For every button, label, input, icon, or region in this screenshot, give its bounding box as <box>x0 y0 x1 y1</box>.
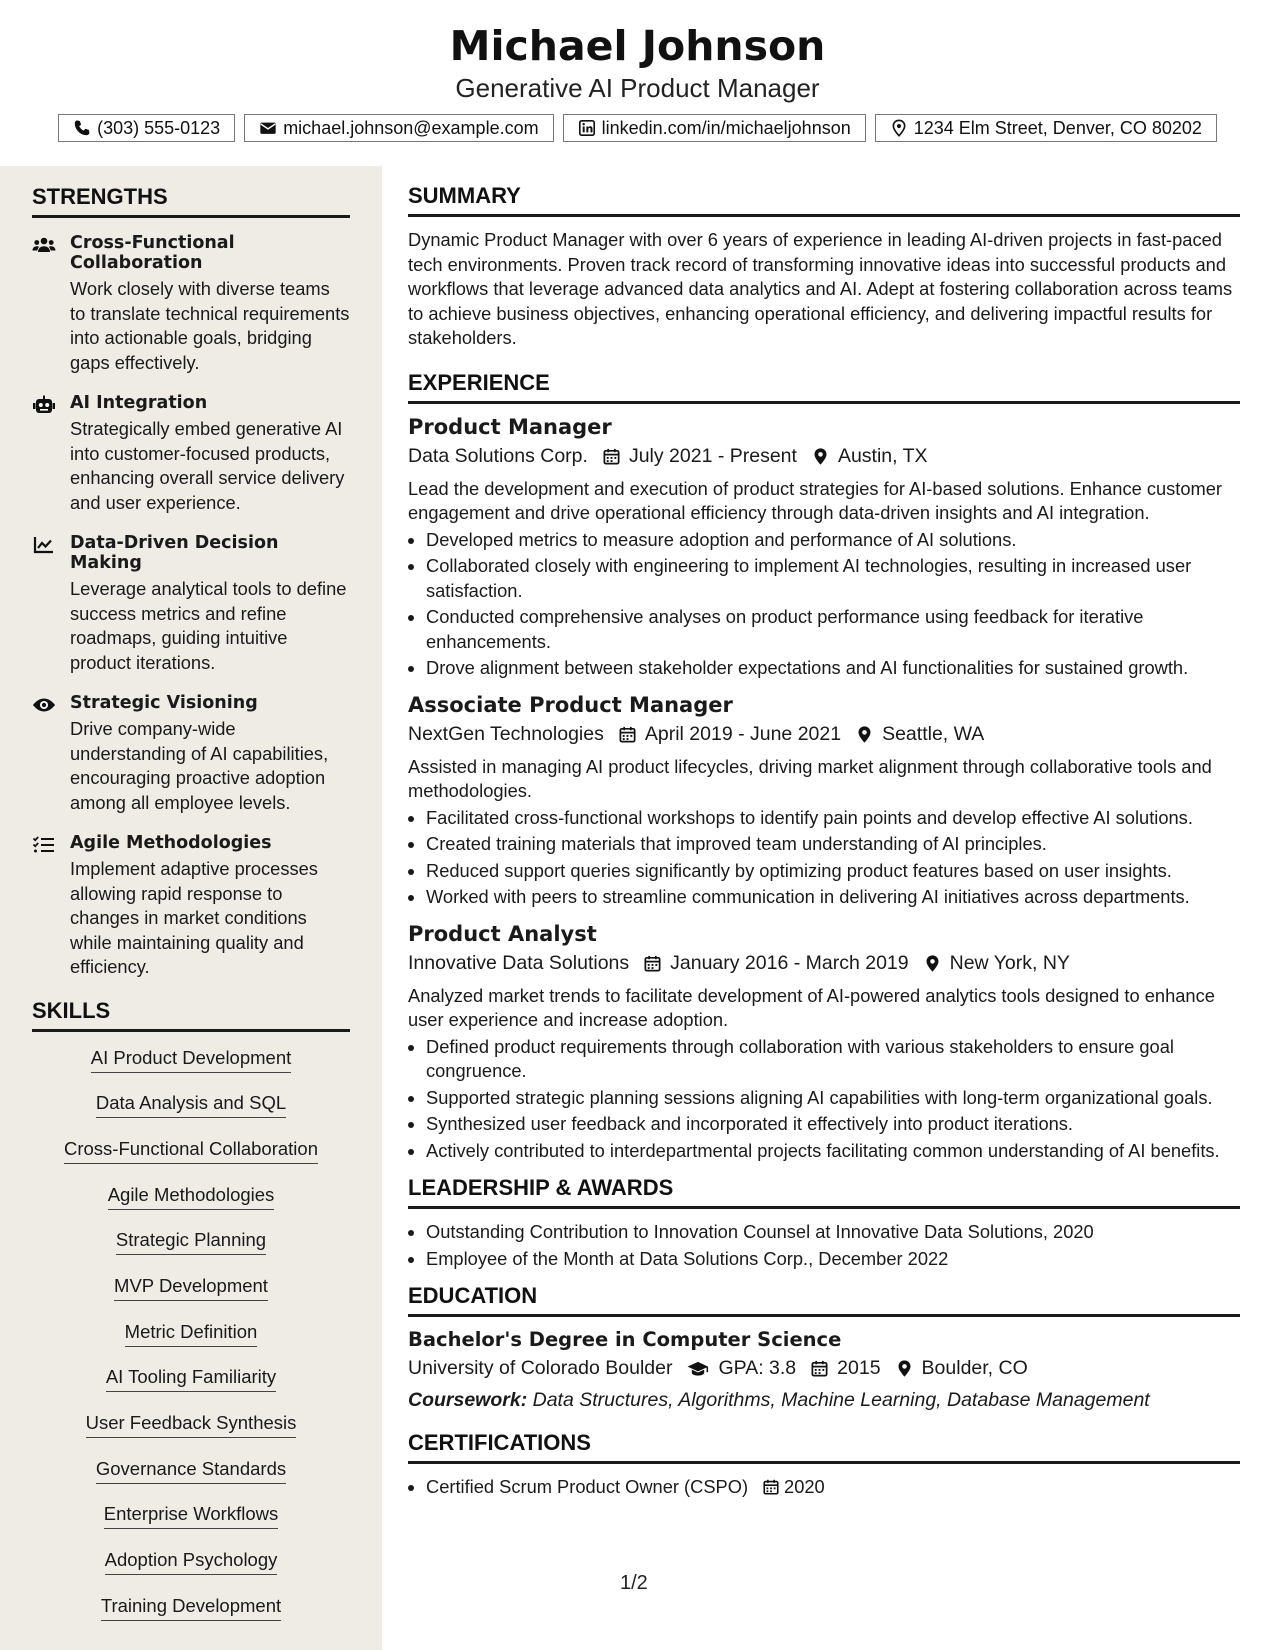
job-bullets <box>408 1035 1240 1164</box>
school-location: Boulder, CO <box>921 1357 1028 1379</box>
job-bullet: • Supported strategic planning sessions aligning AI capabilities with long-term organizational goals. <box>426 1086 1240 1111</box>
job-bullet: • Reduced support queries significantly by optimizing product features based on user insights. <box>426 859 1240 884</box>
coursework-line <box>408 1389 1240 1412</box>
job-entry <box>408 922 1240 1164</box>
strength-item <box>32 233 350 375</box>
awards-list <box>408 1220 1240 1271</box>
map-pin-icon <box>855 725 874 744</box>
graduation-year: 2015 <box>837 1357 881 1379</box>
page-number: 1/2 <box>620 1572 648 1594</box>
awards-heading: LEADERSHIP & AWARDS <box>408 1175 1240 1209</box>
certification-year: 2020 <box>784 1476 825 1497</box>
education-meta <box>408 1357 1240 1380</box>
job-company: NextGen Technologies <box>408 722 604 745</box>
map-pin-icon <box>923 954 942 973</box>
skill-tag: Data Analysis and SQL <box>96 1092 286 1118</box>
school-name: University of Colorado Boulder <box>408 1357 673 1379</box>
skills-list <box>32 1047 350 1621</box>
strength-desc: Strategically embed generative AI into customer-focused products, enhancing overall service delivery and user experience. <box>70 418 345 513</box>
experience-heading: EXPERIENCE <box>408 370 1240 404</box>
award-item: • Outstanding Contribution to Innovation Counsel at Innovative Data Solutions, 2020 <box>426 1220 1240 1245</box>
certifications-heading: CERTIFICATIONS <box>408 1430 1240 1464</box>
job-bullet: • Actively contributed to interdepartmental projects facilitating common understanding of AI benefits. <box>426 1139 1240 1164</box>
address-text: 1234 Elm Street, Denver, CO 80202 <box>913 117 1202 138</box>
phone-icon <box>73 119 91 137</box>
main-column <box>408 183 1240 1512</box>
job-bullet: • Facilitated cross-functional workshops to identify pain points and develop effective AI solutions. <box>426 806 1240 831</box>
skill-tag: Strategic Planning <box>116 1229 266 1255</box>
map-pin-icon <box>890 119 908 137</box>
job-company: Data Solutions Corp. <box>408 444 588 467</box>
job-desc: Lead the development and execution of product strategies for AI-based solutions. Enhance customer engagement and drive operational efficiency through data-driven insights and AI integration. <box>408 477 1223 523</box>
job-desc: Analyzed market trends to facilitate development of AI-powered analytics tools designed to enhance user experience and increase adoption. <box>408 984 1215 1030</box>
strength-title: Strategic Visioning <box>70 693 258 713</box>
job-meta <box>408 723 1240 746</box>
gpa-text: GPA: 3.8 <box>718 1357 797 1379</box>
resume-header <box>0 0 1275 166</box>
certification-name: • Certified Scrum Product Owner (CSPO) <box>426 1476 749 1497</box>
strength-desc: Work closely with diverse teams to translate technical requirements into actionable goals, bridging gaps effectively. <box>70 278 350 373</box>
skill-tag: AI Product Development <box>91 1047 292 1073</box>
job-title: Product Analyst <box>408 921 597 946</box>
map-pin-icon <box>895 1359 914 1378</box>
coursework-label: Coursework: <box>408 1389 528 1411</box>
chart-line-icon <box>32 535 56 555</box>
skill-tag: Training Development <box>101 1595 281 1621</box>
strength-item <box>32 693 350 815</box>
job-bullet: • Defined product requirements through collaboration with various stakeholders to ensure goal congruence. <box>426 1035 1240 1084</box>
skill-tag: Governance Standards <box>96 1458 286 1484</box>
job-location: Seattle, WA <box>882 722 985 745</box>
calendar-icon <box>602 447 621 466</box>
robot-icon <box>32 395 56 415</box>
strengths-heading: STRENGTHS <box>32 184 350 218</box>
job-entry <box>408 415 1240 681</box>
skill-tag: AI Tooling Familiarity <box>106 1366 276 1392</box>
job-bullet: • Developed metrics to measure adoption and performance of AI solutions. <box>426 528 1240 553</box>
skill-tag: Metric Definition <box>125 1321 258 1347</box>
job-location: Austin, TX <box>837 444 928 467</box>
education-heading: EDUCATION <box>408 1283 1240 1317</box>
summary-text: Dynamic Product Manager with over 6 years of experience in leading AI-driven projects in fast-paced tech environments. Proven track record of transforming innovative ideas into successful products and workflows that leverage advanced data analytics and AI. Adept at fostering collaboration across teams to achieve business objectives, enhancing operational efficiency, and delivering impactful results for stakeholders. <box>408 229 1233 348</box>
skill-tag: User Feedback Synthesis <box>86 1412 297 1438</box>
strength-title: Agile Methodologies <box>70 833 272 853</box>
strength-item <box>32 833 350 980</box>
certification-item <box>426 1475 1240 1500</box>
contact-phone[interactable] <box>58 114 235 142</box>
calendar-icon <box>810 1359 829 1378</box>
envelope-icon <box>259 119 277 137</box>
graduation-cap-icon <box>686 1359 710 1378</box>
job-location: New York, NY <box>949 951 1070 974</box>
job-bullet: • Synthesized user feedback and incorporated it effectively into product iterations. <box>426 1112 1240 1137</box>
job-bullets <box>408 528 1240 681</box>
contact-address[interactable] <box>875 114 1217 142</box>
email-text: michael.johnson@example.com <box>283 117 539 138</box>
skill-tag: MVP Development <box>114 1275 268 1301</box>
strength-desc: Leverage analytical tools to define success metrics and refine roadmaps, guiding intuitive product iterations. <box>70 578 347 673</box>
candidate-title: Generative AI Product Manager <box>455 73 820 103</box>
strength-title: AI Integration <box>70 393 208 413</box>
strength-desc: Implement adaptive processes allowing rapid response to changes in market conditions while maintaining quality and efficiency. <box>70 858 318 977</box>
contact-email[interactable] <box>244 114 553 142</box>
job-bullet: • Created training materials that improved team understanding of AI principles. <box>426 832 1240 857</box>
contact-bar <box>0 114 1275 142</box>
job-desc: Assisted in managing AI product lifecycles, driving market alignment through collaborative tools and methodologies. <box>408 755 1212 801</box>
job-bullet: • Collaborated closely with engineering to implement AI technologies, resulting in increased user satisfaction. <box>426 554 1240 603</box>
strength-item <box>32 533 350 675</box>
job-bullet: • Drove alignment between stakeholder expectations and AI functionalities for sustained growth. <box>426 656 1240 681</box>
job-dates: January 2016 - March 2019 <box>670 951 909 974</box>
skill-tag: Enterprise Workflows <box>104 1503 278 1529</box>
award-item: • Employee of the Month at Data Solutions Corp., December 2022 <box>426 1247 1240 1272</box>
job-meta <box>408 445 1240 468</box>
job-meta <box>408 952 1240 975</box>
certifications-list <box>408 1475 1240 1500</box>
job-bullet: • Conducted comprehensive analyses on product performance using feedback for iterative enhancements. <box>426 605 1240 654</box>
users-icon <box>32 235 56 255</box>
job-title: Product Manager <box>408 414 612 439</box>
map-pin-icon <box>811 447 830 466</box>
degree-title: Bachelor's Degree in Computer Science <box>408 1328 842 1351</box>
calendar-icon <box>643 954 662 973</box>
list-check-icon <box>32 835 56 855</box>
strength-item <box>32 393 350 515</box>
coursework-text: Data Structures, Algorithms, Machine Learning, Database Management <box>532 1389 1150 1411</box>
skill-tag: Cross-Functional Collaboration <box>64 1138 318 1164</box>
skill-tag: Agile Methodologies <box>108 1184 275 1210</box>
job-company: Innovative Data Solutions <box>408 951 630 974</box>
strength-title: Cross-Functional Collaboration <box>70 233 235 273</box>
summary-heading: SUMMARY <box>408 183 1240 217</box>
contact-linkedin[interactable] <box>563 114 866 142</box>
phone-text: (303) 555-0123 <box>97 117 221 138</box>
job-entry <box>408 693 1240 910</box>
strength-desc: Drive company-wide understanding of AI capabilities, encouraging proactive adoption among all employee levels. <box>70 718 329 813</box>
strength-title: Data-Driven Decision Making <box>70 533 279 573</box>
linkedin-icon <box>578 119 596 137</box>
candidate-name: Michael Johnson <box>449 22 826 70</box>
skills-heading: SKILLS <box>32 998 350 1032</box>
calendar-icon <box>618 725 637 744</box>
eye-icon <box>32 695 56 715</box>
job-bullets <box>408 806 1240 910</box>
job-bullet: • Worked with peers to streamline communication in delivering AI initiatives across departments. <box>426 885 1240 910</box>
job-dates: April 2019 - June 2021 <box>644 722 842 745</box>
sidebar <box>0 166 382 1650</box>
skill-tag: Adoption Psychology <box>105 1549 278 1575</box>
linkedin-text: linkedin.com/in/michaeljohnson <box>601 117 851 138</box>
calendar-icon <box>762 1478 780 1496</box>
job-title: Associate Product Manager <box>408 692 733 717</box>
job-dates: July 2021 - Present <box>628 444 797 467</box>
